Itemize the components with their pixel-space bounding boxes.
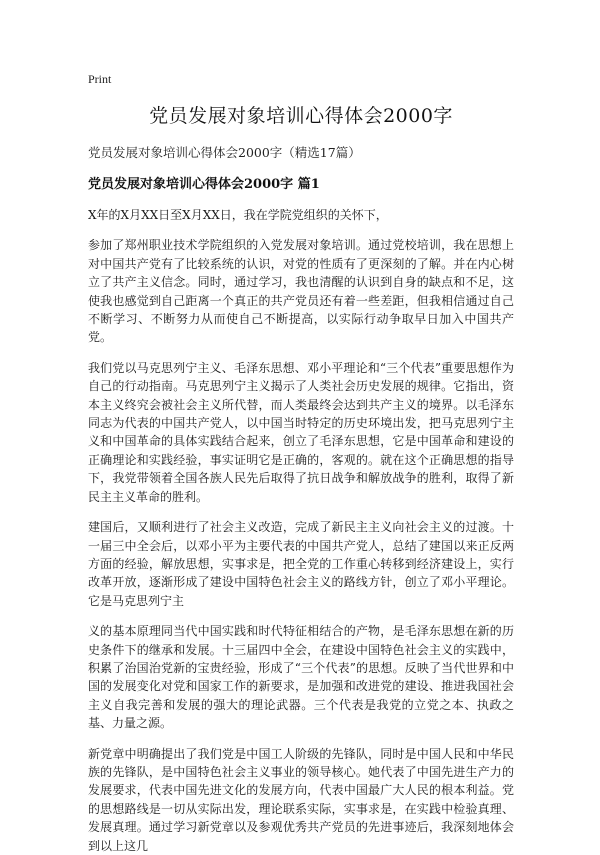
paragraph-1: X年的X月XX日至X月XX日，我在学院党组织的关怀下，	[88, 208, 388, 222]
print-link[interactable]: Print	[88, 72, 112, 86]
page-title: 党员发展对象培训心得体会2000字	[149, 105, 453, 127]
paragraph-3: 我们党以马克思列宁主义、毛泽东思想、邓小平理论和“三个代表”重要思想作为自己的行动指南。马克思列宁主义揭示了人类社会历史发展的规律。它指出，资本主义终究会被社会主义所代替，而人类最终会达到共产主义的境界。以毛泽东同志为代表的中国共产党人，以中国当时特定的历史环境出发，把马克思列宁主义和中国革命的具体实践结合起来，创立了毛泽东思想，它是中国革命和建设的正确理论和实践经验，事实证明它是正确的，客观的。就在这个正确思想的指导下，我党带领着全国各族人民先后取得了抗日战争和解放战争的胜利，取得了新民主主义革命的胜利。	[88, 360, 514, 504]
section-heading: 党员发展对象培训心得体会2000字 篇1	[88, 177, 320, 192]
document-subtitle: 党员发展对象培训心得体会2000字（精选17篇）	[88, 145, 361, 160]
paragraph-5: 义的基本原理同当代中国实践和时代特征相结合的产物，是毛泽东思想在新的历史条件下的继承和发展。十三届四中全会，在建设中国特色社会主义的实践中，积累了治国治党新的宝贵经验，形成了“三个代表”的思想。反映了当代世界和中国的发展变化对党和国家工作的新要求，是加强和改进党的建设、推进我国社会主义自我完善和发展的强大的理论武器。三个代表是我党的立党之本、执政之基、力量之源。	[88, 624, 514, 731]
paragraph-6: 新党章中明确提出了我们党是中国工人阶级的先锋队，同时是中国人民和中华民族的先锋队，是中国特色社会主义事业的领导核心。她代表了中国先进生产力的发展要求，代表中国先进文化的发展方向，代表中国最广大人民的根本利益。党的思想路线是一切从实际出发，理论联系实际，实事求是，在实践中检验真理、发展真理。通过学习新党章以及参观优秀共产党员的先进事迹后，我深刻地体会到以上这几	[88, 746, 514, 853]
paragraph-2: 参加了郑州职业技术学院组织的入党发展对象培训。通过党校培训，我在思想上对中国共产党有了比较系统的认识，对党的性质有了更深刻的了解。并在内心树立了共产主义信念。同时，通过学习，我也清醒的认识到自身的缺点和不足，这使我也感觉到自己距离一个真正的共产党员还有着一些差距，但我相信通过自己不断学习、不断努力从而使自己不断提高，以实际行动争取早日加入中国共产党。	[88, 238, 514, 345]
paragraph-4: 建国后，又顺利进行了社会主义改造，完成了新民主主义向社会主义的过渡。十一届三中全会后，以邓小平为主要代表的中国共产党人，总结了建国以来正反两方面的经验，解放思想，实事求是，把全党的工作重心转移到经济建设上，实行改革开放，逐渐形成了建设中国特色社会主义的路线方针，创立了邓小平理论。它是马克思列宁主	[88, 520, 514, 608]
